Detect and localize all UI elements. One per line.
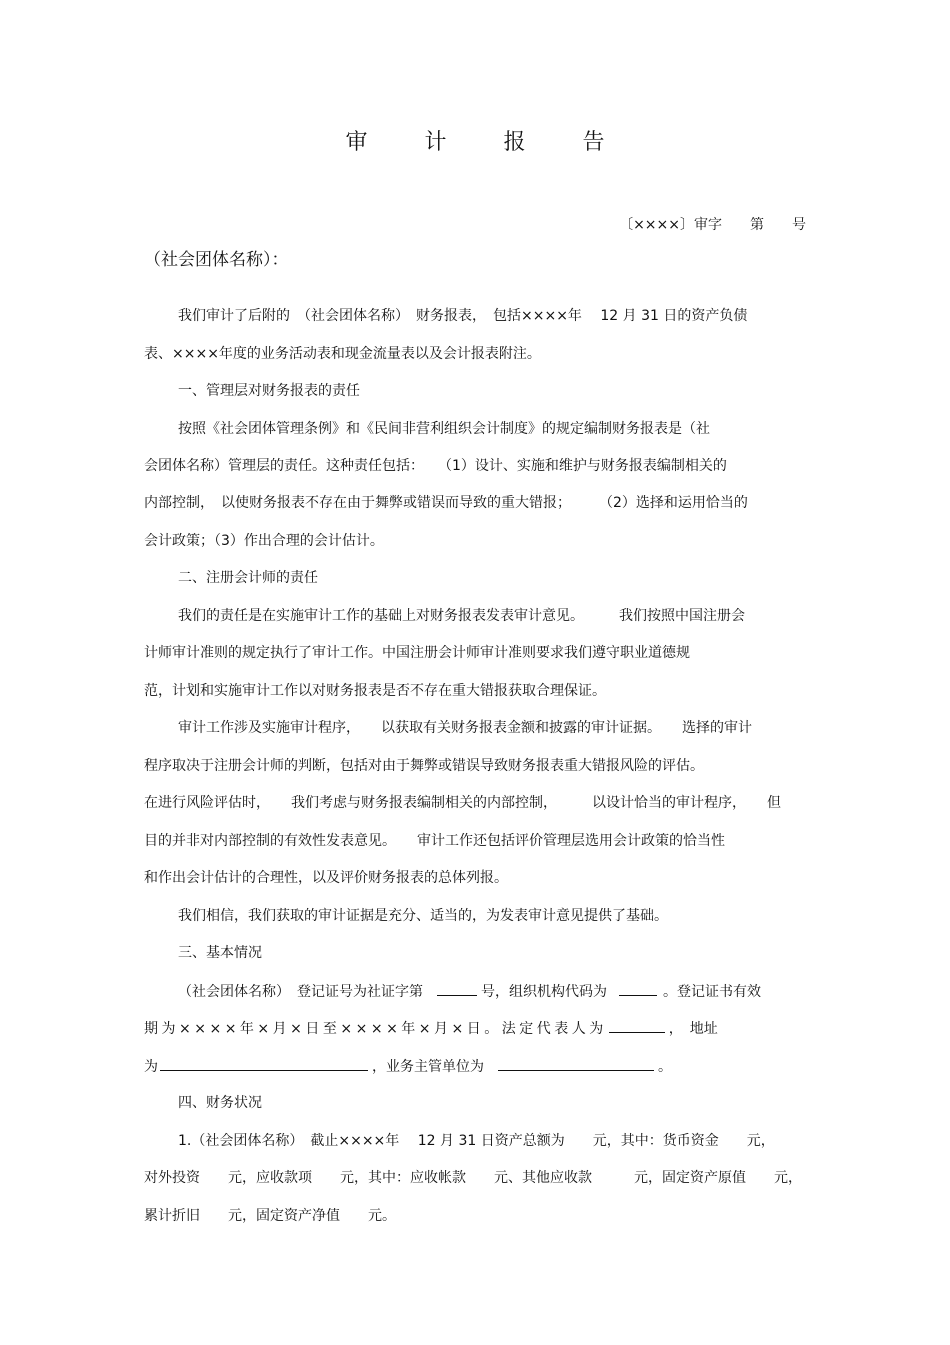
registration-number-blank bbox=[437, 981, 477, 996]
reference-number: 〔××××〕审字 第 号 bbox=[619, 217, 806, 233]
paragraph-line: 审计工作涉及实施审计程序， 以获取有关财务报表金额和披露的审计证据。 选择的审计 bbox=[178, 720, 752, 736]
text-segment: 。登记证书有效 bbox=[663, 984, 761, 1000]
paragraph-line: 内部控制， 以使财务报表不存在由于舞弊或错误而导致的重大错报； （2）选择和运用恰当的 bbox=[144, 495, 748, 511]
paragraph-line: 会团体名称）管理层的责任。这种责任包括： （1）设计、实施和维护与财务报表编制相关的 bbox=[144, 458, 727, 474]
paragraph-line: 对外投资 元，应收款项 元，其中：应收帐款 元、其他应收款 元，固定资产原值 元， bbox=[144, 1170, 802, 1186]
paragraph-line: 我们的责任是在实施审计工作的基础上对财务报表发表审计意见。 我们按照中国注册会 bbox=[178, 608, 745, 624]
paragraph-line bbox=[144, 1018, 718, 1039]
paragraph-line: 1.（社会团体名称） 截止××××年 12 月 31 日资产总额为 元，其中：货币资金 元， bbox=[178, 1133, 775, 1149]
text-segment: 。 bbox=[658, 1059, 672, 1075]
paragraph-line: 我们审计了后附的 （社会团体名称） 财务报表， 包括××××年 12 月 31 日的资产负债 bbox=[178, 308, 748, 324]
paragraph-line: 目的并非对内部控制的有效性发表意见。 审计工作还包括评价管理层选用会计政策的恰当性 bbox=[144, 833, 725, 849]
page-title: 审 计 报 告 bbox=[345, 130, 630, 155]
paragraph-line bbox=[178, 981, 761, 1002]
section-heading: 二、注册会计师的责任 bbox=[178, 570, 318, 586]
section-heading: 一、管理层对财务报表的责任 bbox=[178, 383, 360, 399]
paragraph-line: 程序取决于注册会计师的判断，包括对由于舞弊或错误导致财务报表重大错报风险的评估。 bbox=[144, 758, 704, 774]
paragraph-line: 我们相信，我们获取的审计证据是充分、适当的，为发表审计意见提供了基础。 bbox=[178, 908, 668, 924]
section-heading: 四、财务状况 bbox=[178, 1095, 262, 1111]
paragraph-line: 范，计划和实施审计工作以对财务报表是否不存在重大错报获取合理保证。 bbox=[144, 683, 606, 699]
text-segment: （社会团体名称） 登记证号为社证字第 bbox=[178, 984, 423, 1000]
supervising-unit-blank bbox=[498, 1056, 654, 1071]
paragraph-line: 在进行风险评估时， 我们考虑与财务报表编制相关的内部控制， 以设计恰当的审计程序， 但 bbox=[144, 795, 781, 811]
section-heading: 三、基本情况 bbox=[178, 945, 262, 961]
paragraph-line: 表、××××年度的业务活动表和现金流量表以及会计报表附注。 bbox=[144, 346, 541, 362]
text-segment: 号，组织机构代码为 bbox=[481, 984, 607, 1000]
paragraph-line: 和作出会计估计的合理性，以及评价财务报表的总体列报。 bbox=[144, 870, 508, 886]
salutation: （社会团体名称）： bbox=[144, 250, 289, 270]
paragraph-line: 按照《社会团体管理条例》和《民间非营利组织会计制度》的规定编制财务报表是（社 bbox=[178, 421, 710, 437]
organization-code-blank bbox=[619, 981, 657, 996]
paragraph-line: 累计折旧 元，固定资产净值 元。 bbox=[144, 1208, 396, 1224]
paragraph-line: 计师审计准则的规定执行了审计工作。中国注册会计师审计准则要求我们遵守职业道德规 bbox=[144, 645, 690, 661]
text-segment: 期为××××年×月×日至××××年×月×日。法定代表人为 bbox=[144, 1021, 607, 1037]
text-segment: 为 bbox=[144, 1059, 158, 1075]
paragraph-line bbox=[144, 1056, 672, 1077]
address-blank bbox=[160, 1056, 368, 1071]
paragraph-line: 会计政策；（3）作出合理的会计估计。 bbox=[144, 533, 384, 549]
text-segment: ， 地址 bbox=[668, 1021, 718, 1037]
legal-representative-blank bbox=[609, 1018, 665, 1033]
text-segment: ，业务主管单位为 bbox=[372, 1059, 484, 1075]
